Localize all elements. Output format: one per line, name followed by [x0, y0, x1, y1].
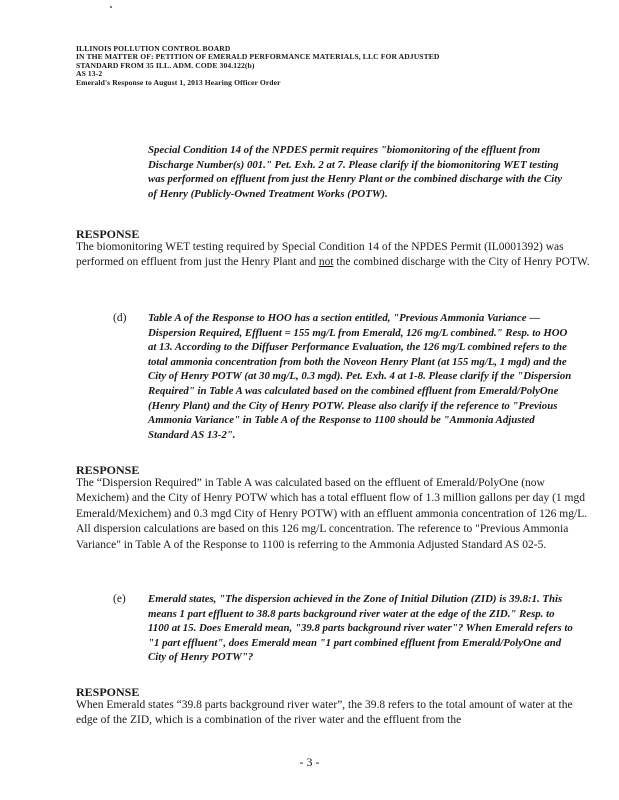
response-heading-d: RESPONSE	[76, 463, 140, 477]
header-board: ILLINOIS POLLUTION CONTROL BOARD	[76, 44, 231, 53]
response-heading-c: RESPONSE	[76, 227, 140, 241]
header-matter: IN THE MATTER OF: PETITION OF EMERALD PERFORMANCE MATERIALS, LLC FOR ADJUSTED	[76, 52, 440, 62]
response-d: The “Dispersion Required” in Table A was calculated based on the effluent of Emerald/PolyOne (now Mexichem) and the City of Henry POTW which has a total effluent flow of 1.3 million gallons per day (1 mgd Emerald/Mexichem) and 0.3 mgd City of Henry POTW) with an effluent ammonia concentration of 126 mg/L. All dispersion calculations are based on this 126 mg/L concentration. The reference to "Previous Ammonia Variance" in Table A of the Response to 1100 is referring to the Ammonia Adjusted Standard AS 02-5.	[76, 477, 588, 551]
header-standard: STANDARD FROM 35 ILL. ADM. CODE 304.122(b)	[76, 60, 255, 70]
response-heading-e: RESPONSE	[76, 685, 140, 699]
item-label-e: (e)	[113, 593, 126, 605]
response-c-text-1: The biomonitoring WET testing required by Special Condition 14 of the NPDES Permit (IL0001392) was performed on effluent from just the Henry Plant and	[76, 241, 564, 269]
response-c-emphasis: not	[318, 256, 334, 269]
question-d: Table A of the Response to HOO has a section entitled, "Previous Ammonia Variance — Dispersion Required, Effluent = 155 mg/L from Emerald, 126 mg/L combined." Resp. to HOO at 13. According to the Diffuser Performance Evaluation, the 126 mg/L combined refers to the total ammonia concentration from both the Noveon Henry Plant (at 155 mg/L, 1 mgd) and the City of Henry POTW (at 30 mg/L, 0.3 mgd). Pet. Exh. 4 at 1-8. Please clarify if the "Dispersion Required" in Table A was calculated based on the combined effluent from Emerald/PolyOne (Henry Plant) and the City of Henry POTW. Please also clarify if the reference to "Previous Ammonia Variance" in Table A of the Response to 1100 should be "Ammonia Adjusted Standard AS 13-2".	[148, 312, 572, 441]
item-label-d: (d)	[113, 312, 127, 324]
response-e: When Emerald states “39.8 parts background river water”, the 39.8 refers to the total amount of water at the edge of the ZID, which is a combination of the river water and the effluent from the	[76, 699, 573, 727]
question-e: Emerald states, "The dispersion achieved in the Zone of Initial Dilution (ZID) is 39.8:1. This means 1 part effluent to 38.8 parts background river water at the edge of the ZID." Resp. to 1100 at 15. Does Emerald mean, "39.8 parts background river water"? When Emerald refers to "1 part effluent", does Emerald mean "1 part combined effluent from Emerald/PolyOne and City of Henry POTW"?	[148, 593, 573, 664]
question-c: Special Condition 14 of the NPDES permit requires "biomonitoring of the effluent from Discharge Number(s) 001." Pet. Exh. 2 at 7. Please clarify if the biomonitoring WET testing was performed on effluent from just the Henry Plant or the combined discharge with the City of Henry (Publicly-Owned Treatment Works (POTW).	[148, 144, 563, 200]
response-c-text-2: the combined discharge with the City of Henry POTW.	[333, 256, 590, 269]
header-case-number: AS 13-2	[76, 69, 103, 79]
header-response-title: Emerald's Response to August 1, 2013 Hearing Officer Order	[76, 77, 281, 87]
document-header	[76, 45, 596, 87]
scan-speck	[110, 6, 112, 8]
response-c	[76, 240, 596, 271]
page-number: - 3 -	[299, 755, 320, 769]
